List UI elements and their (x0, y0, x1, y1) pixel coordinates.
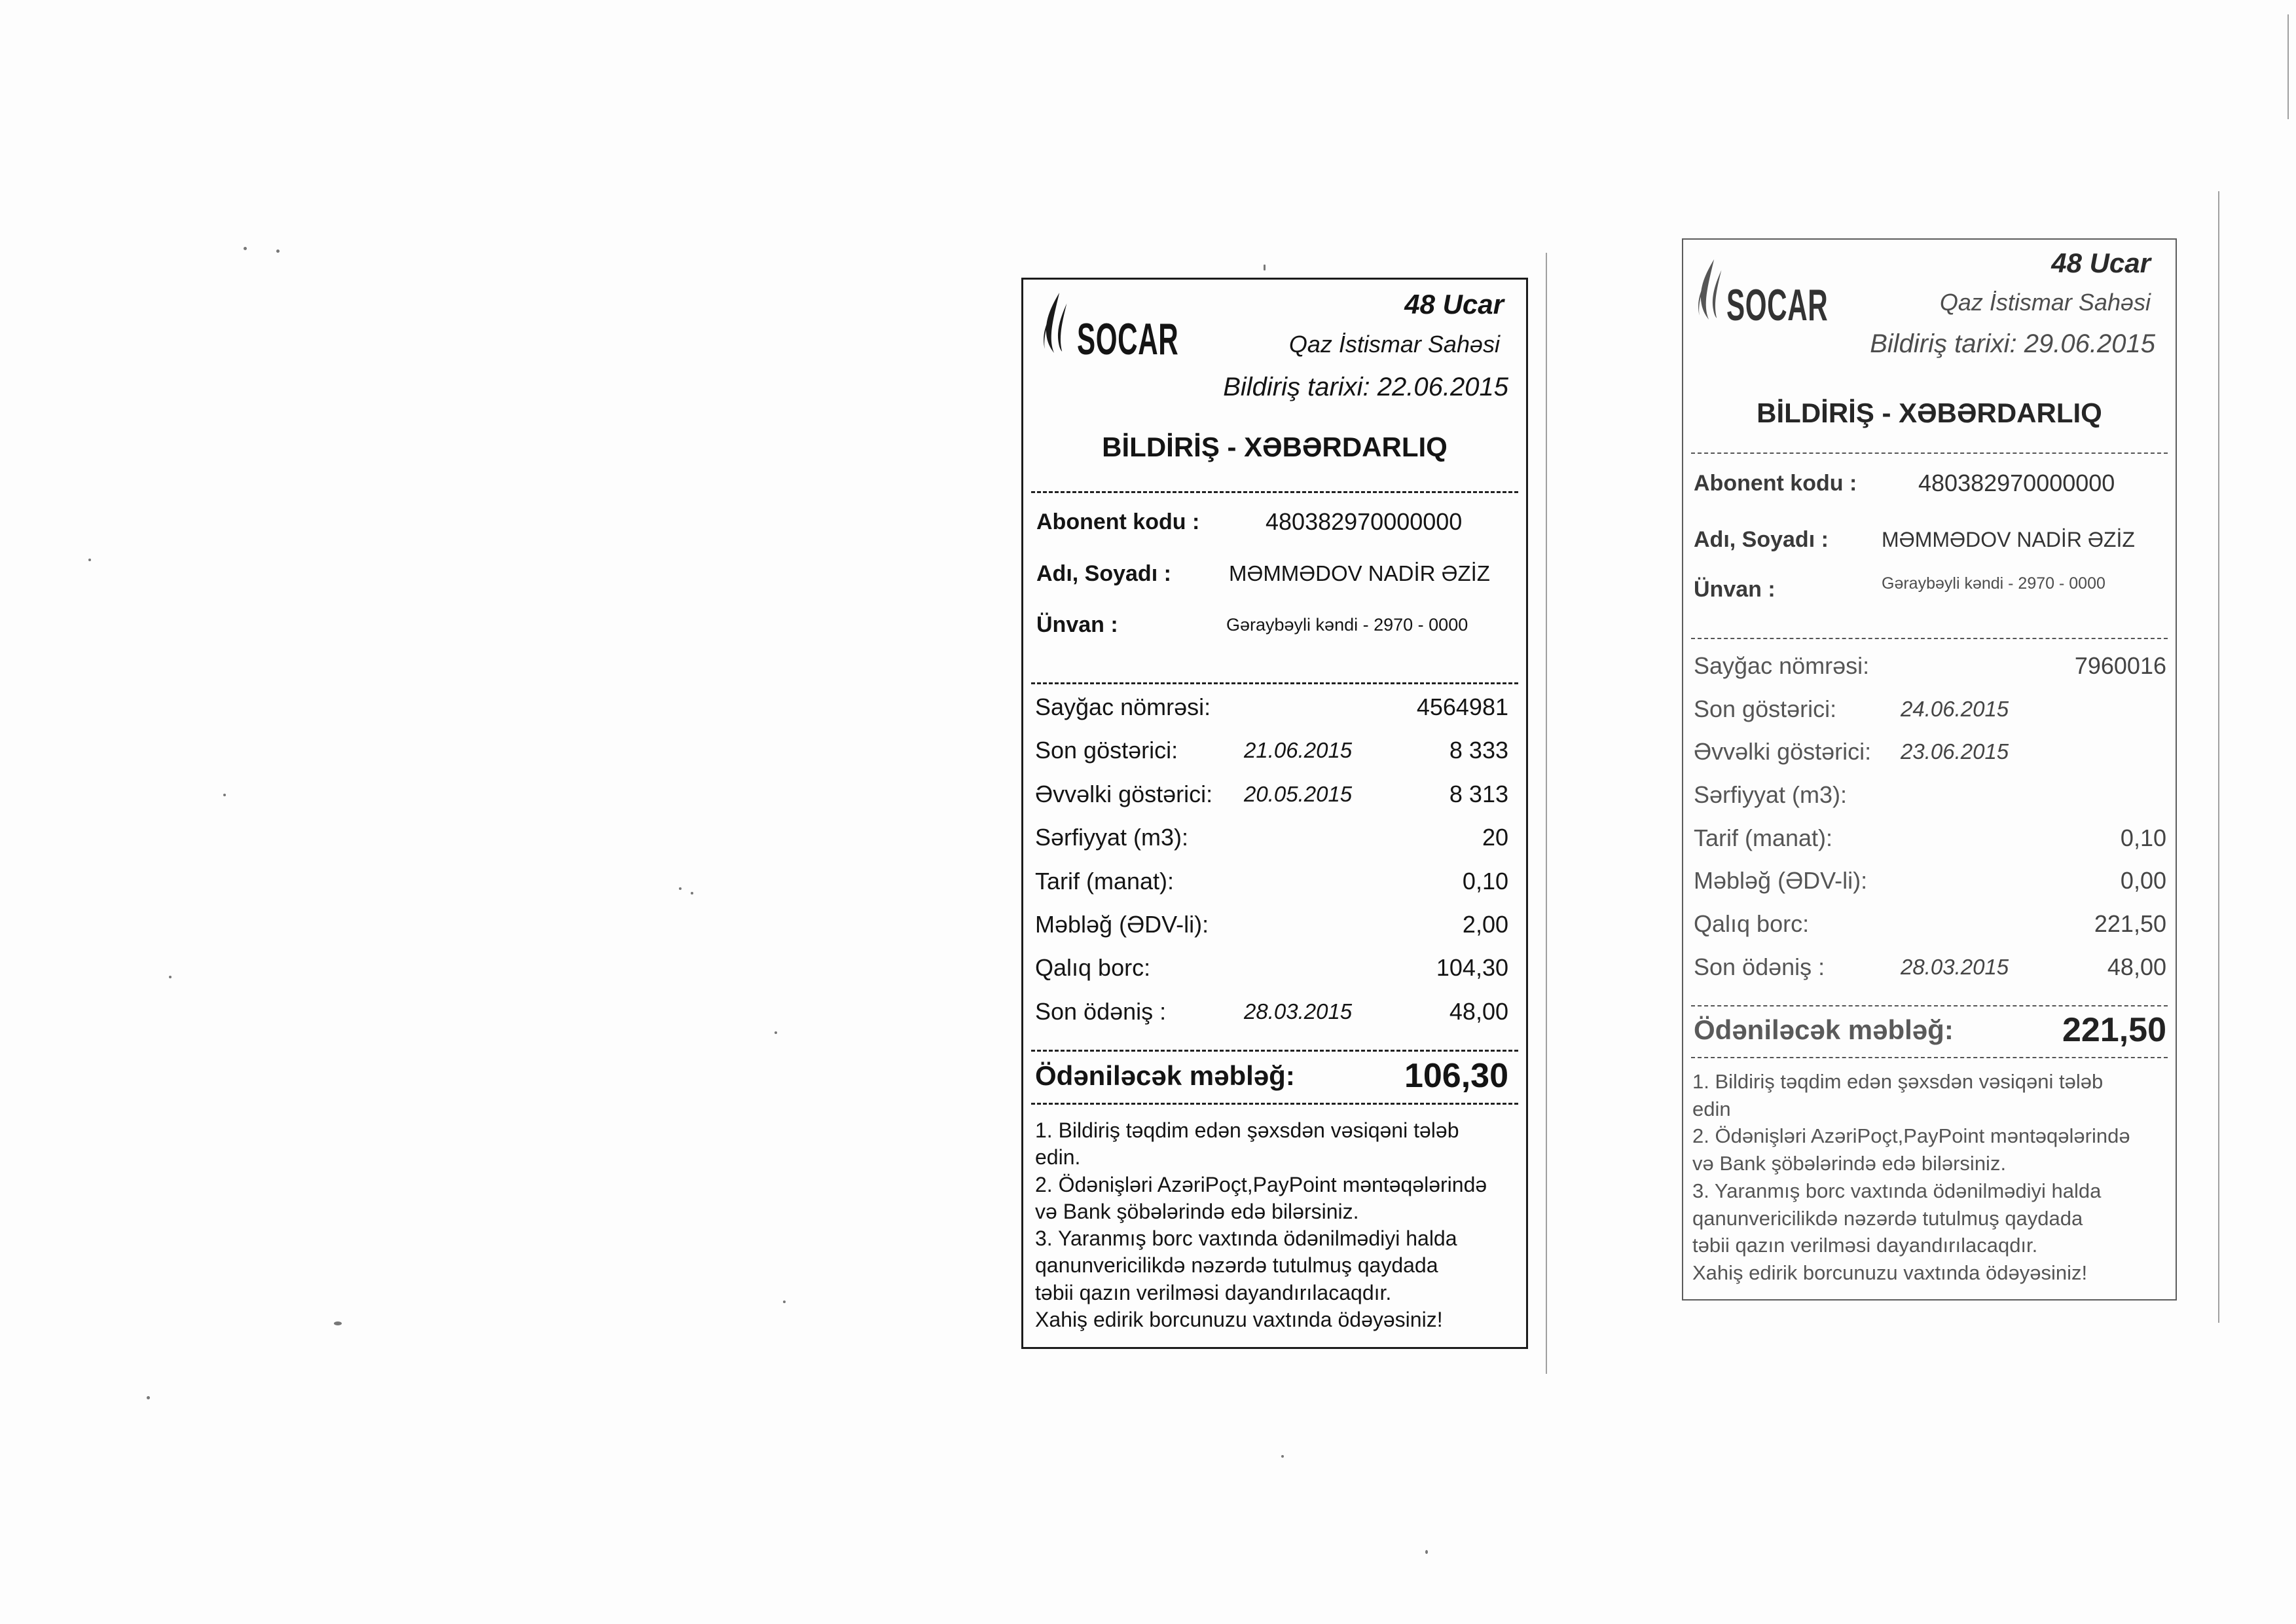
row-label: Son göstərici: (1694, 695, 1837, 722)
note-line: Xahiş edirik borcunuzu vaxtında ödəyəsiniz! (1035, 1308, 1443, 1332)
meter-details (1023, 686, 1526, 1033)
notice-date: 29.06.2015 (2024, 329, 2155, 358)
subscriber-code: 480382970000000 (1918, 470, 2115, 496)
gas-bill-notice-1 (1021, 278, 1528, 1349)
note-line: və Bank şöbələrində edə bilərsiniz. (1692, 1152, 2007, 1175)
notice-date: 22.06.2015 (1377, 373, 1508, 401)
note-line: edin (1692, 1097, 1731, 1120)
row-label: Əvvəlki göstərici: (1694, 738, 1872, 766)
notice-date-line (1870, 328, 2155, 360)
dashed-separator (1691, 638, 2168, 639)
row-label: Məbləğ (ƏDV-li): (1694, 867, 1868, 895)
note-line: 2. Ödənişləri AzəriPoçt,PayPoint məntəqələrində (1692, 1124, 2130, 1148)
last-payment-row (1683, 946, 2176, 989)
note-line: 1. Bildiriş təqdim edən şəxsdən vəsiqəni tələb (1035, 1118, 1459, 1142)
notice-notes (1692, 1068, 2130, 1287)
subscriber-code-label: Abonent kodu : (1036, 509, 1200, 534)
row-label: Sərfiyyat (m3): (1035, 824, 1189, 851)
scan-speck (691, 892, 693, 895)
subscriber-code-label: Abonent kodu : (1694, 471, 1857, 496)
consumption-row (1023, 816, 1526, 859)
row-label: Son göstərici: (1035, 737, 1178, 764)
socar-logo-text: SOCAR (1726, 280, 1829, 330)
dashed-separator (1031, 1050, 1518, 1052)
row-date: 21.06.2015 (1244, 738, 1353, 763)
note-line: 2. Ödənişləri AzəriPoçt,PayPoint məntəqələrində (1035, 1172, 1487, 1196)
scan-speck (147, 1396, 150, 1399)
scan-edge-line (1546, 253, 1547, 1374)
row-value: 48,00 (2107, 953, 2166, 980)
note-line: 1. Bildiriş təqdim edən şəxsdən vəsiqəni tələb (1692, 1070, 2104, 1093)
scan-speck (1425, 1550, 1428, 1554)
note-line: qanunvericilikdə nəzərdə tutulmuş qaydada (1035, 1253, 1438, 1278)
scan-speck (783, 1301, 786, 1303)
note-line: qanunvericilikdə nəzərdə tutulmuş qaydada (1692, 1206, 2083, 1230)
office-name: 48 Ucar (1404, 289, 1504, 320)
dashed-separator (1691, 1005, 2168, 1006)
subscriber-name: MƏMMƏDOV NADİR ƏZİZ (1229, 561, 1490, 585)
subscriber-address-label: Ünvan : (1036, 612, 1118, 637)
socar-logo-text: SOCAR (1077, 314, 1179, 364)
scan-speck (276, 249, 280, 253)
row-label: Tarif (manat): (1694, 824, 1833, 851)
row-label: Qalıq borc: (1694, 910, 1810, 938)
scan-speck (244, 247, 247, 250)
subscriber-name: MƏMMƏDOV NADİR ƏZİZ (1882, 528, 2135, 551)
row-date: 20.05.2015 (1244, 781, 1353, 806)
previous-reading-row (1023, 773, 1526, 816)
subscriber-name-label: Adı, Soyadı : (1694, 527, 1829, 552)
note-line: 3. Yaranmış borc vaxtında ödənilmədiyi halda (1692, 1179, 2102, 1202)
consumption-row (1683, 773, 2176, 817)
subscriber-address: Gəraybəyli kəndi - 2970 - 0000 (1226, 615, 1468, 635)
row-value: 104,30 (1436, 954, 1508, 982)
scan-speck (1281, 1455, 1284, 1458)
dashed-separator (1031, 1103, 1518, 1105)
socar-flame-icon (1692, 258, 1726, 321)
row-label: Sayğac nömrəsi: (1694, 652, 1870, 679)
amount-due-label: Ödəniləcək məbləğ: (1035, 1060, 1295, 1091)
row-label: Sayğac nömrəsi: (1035, 693, 1211, 720)
scan-edge-line (2218, 191, 2219, 1323)
note-line: və Bank şöbələrində edə bilərsiniz. (1035, 1199, 1359, 1223)
row-label: Tarif (manat): (1035, 867, 1175, 895)
row-date: 24.06.2015 (1901, 696, 2009, 721)
last-payment-row (1023, 990, 1526, 1033)
row-label: Əvvəlki göstərici: (1035, 780, 1213, 807)
row-value: 4564981 (1416, 693, 1508, 720)
subscriber-name-label: Adı, Soyadı : (1036, 561, 1171, 586)
row-date: 23.06.2015 (1901, 739, 2009, 764)
row-value: 2,00 (1462, 910, 1508, 938)
meter-number-row (1023, 686, 1526, 729)
notice-title: BİLDİRİŞ - XƏBƏRDARLIQ (1102, 432, 1448, 462)
gas-bill-notice-2 (1682, 238, 2177, 1301)
row-value: 0,10 (2120, 824, 2166, 851)
row-date: 28.03.2015 (1901, 954, 2009, 979)
dashed-separator (1031, 491, 1518, 493)
row-label: Məbləğ (ƏDV-li): (1035, 910, 1209, 938)
row-value: 0,10 (1462, 867, 1508, 895)
scan-speck (679, 887, 682, 890)
dashed-separator (1031, 682, 1518, 684)
tariff-row (1683, 817, 2176, 860)
scan-speck (223, 794, 226, 796)
subscriber-code: 480382970000000 (1266, 508, 1463, 535)
notice-date-line (1223, 371, 1508, 403)
subscriber-address: Gəraybəyli kəndi - 2970 - 0000 (1882, 574, 2105, 593)
row-date: 28.03.2015 (1244, 999, 1353, 1024)
scan-speck (88, 559, 91, 561)
amount-due-label: Ödəniləcək məbləğ: (1694, 1014, 1954, 1045)
last-reading-row (1683, 688, 2176, 731)
office-name: 48 Ucar (2051, 248, 2151, 278)
tariff-row (1023, 860, 1526, 903)
row-value: 0,00 (2120, 867, 2166, 895)
scan-speck (169, 976, 172, 978)
meter-details (1683, 644, 2176, 989)
amount-vat-row (1023, 903, 1526, 946)
row-value: 20 (1482, 824, 1508, 851)
last-reading-row (1023, 729, 1526, 772)
notice-notes (1035, 1117, 1487, 1333)
previous-reading-row (1683, 730, 2176, 773)
amount-due: 221,50 (2062, 1011, 2166, 1049)
amount-vat-row (1683, 859, 2176, 902)
row-label: Son ödəniş : (1694, 953, 1825, 980)
remaining-debt-row (1683, 902, 2176, 946)
notice-title: BİLDİRİŞ - XƏBƏRDARLIQ (1757, 397, 2102, 428)
scan-speck (1264, 265, 1266, 270)
subscriber-address-label: Ünvan : (1694, 577, 1776, 602)
scan-speck (334, 1321, 342, 1325)
row-label: Qalıq borc: (1035, 954, 1151, 982)
notice-date-label: Bildiriş tarixi: (1223, 373, 1370, 401)
note-line: 3. Yaranmış borc vaxtında ödənilmədiyi halda (1035, 1227, 1457, 1251)
dashed-separator (1691, 1057, 2168, 1058)
note-line: edin. (1035, 1145, 1081, 1170)
row-label: Son ödəniş : (1035, 997, 1167, 1025)
row-value: 8 313 (1449, 780, 1508, 807)
socar-flame-icon (1038, 291, 1072, 354)
scan-speck (774, 1031, 777, 1034)
area-name: Qaz İstismar Sahəsi (1288, 331, 1500, 358)
row-value: 7960016 (2074, 652, 2166, 679)
row-value: 221,50 (2094, 910, 2166, 938)
remaining-debt-row (1023, 946, 1526, 989)
notice-date-label: Bildiriş tarixi: (1870, 329, 2017, 358)
note-line: təbii qazın verilməsi dayandırılacaqdır. (1035, 1280, 1392, 1304)
row-value: 8 333 (1449, 737, 1508, 764)
meter-number-row (1683, 644, 2176, 688)
scan-edge-line (2287, 14, 2289, 119)
row-label: Sərfiyyat (m3): (1694, 781, 1848, 809)
note-line: Xahiş edirik borcunuzu vaxtında ödəyəsiniz! (1692, 1261, 2088, 1284)
row-value: 48,00 (1449, 997, 1508, 1025)
note-line: təbii qazın verilməsi dayandırılacaqdır. (1692, 1234, 2038, 1257)
area-name: Qaz İstismar Sahəsi (1939, 289, 2151, 316)
dashed-separator (1691, 452, 2168, 454)
amount-due: 106,30 (1404, 1057, 1508, 1095)
